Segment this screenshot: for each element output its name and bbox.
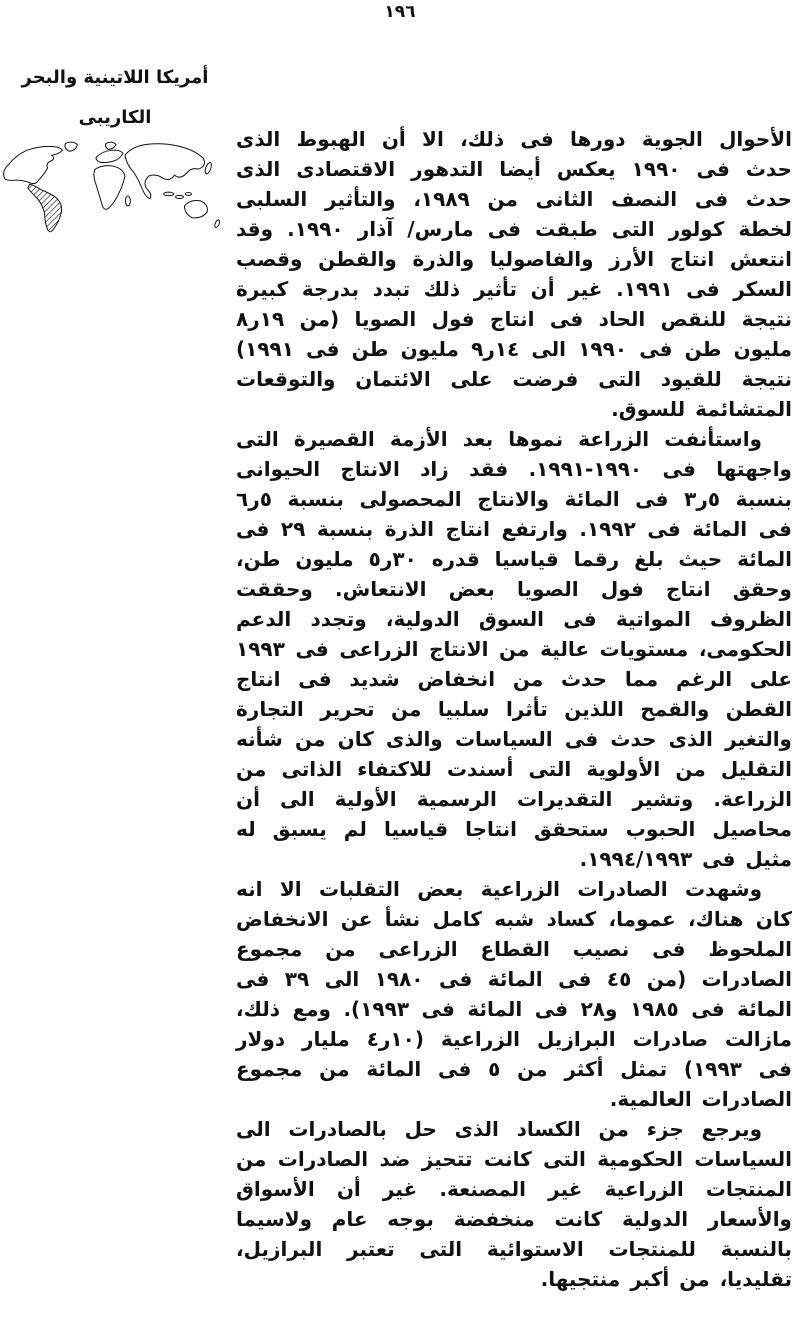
region-heading	[6, 58, 224, 138]
africa-outline	[94, 166, 125, 210]
latin-america-highlighted-region	[28, 184, 62, 232]
europe-outline	[96, 150, 123, 162]
scandinavia-outline	[105, 142, 116, 149]
region-heading-line1: أمريكا اللاتينية والبحر	[21, 67, 209, 88]
paragraph-3: وشهدت الصادرات الزراعية بعض التقلبات الا انه كان هناك، عموما، كساد شبه كامل نشأ عن الانخفاض الملحوظ فى نصيب القطاع الزراعى من مجموع الصادرات (من ٤٥ فى المائة فى ١٩٨٠ الى ٣٩ فى المائة فى ١٩٨٥ و٢٨ فى المائة فى ١٩٩٣). ومع ذلك، مازالت صادرات البرازيل الزراعية (١٠ر٤ مليار دولار فى ١٩٩٣) تمثل أكثر من ٥ فى المائة من مجموع الصادرات العالمية.	[236, 877, 793, 1111]
world-map	[0, 138, 238, 238]
indonesia-island-1	[164, 192, 174, 196]
paragraph-1: الأحوال الجوية دورها فى ذلك، الا أن الهبوط الذى حدث فى ١٩٩٠ يعكس أيضا التدهور الاقتصادى الذى حدث فى النصف الثانى من ١٩٨٩، والتأثير السلبى لخطة كولور التى طبقت فى مارس/ آذار ١٩٩٠. وقد انتعش انتاج الأرز والفاصوليا والذرة والقطن وقصب السكر فى ١٩٩١. غير أن تأثير ذلك تبدد بدرجة كبيرة نتيجة للنقص الحاد فى انتاج فول الصويا (من ١٩ر٨ مليون طن فى ١٩٩٠ الى ١٤ر٩ مليون طن فى ١٩٩١) نتيجة للقيود التى فرضت على الائتمان والتوقعات المتشائمة للسوق.	[236, 127, 793, 421]
madagascar-outline	[125, 196, 130, 206]
page-number: ١٩٦	[384, 2, 416, 22]
world-map-image	[0, 138, 238, 238]
asia-outline	[125, 144, 205, 199]
paragraph-2: واستأنفت الزراعة نموها بعد الأزمة القصيرة التى واجهتها فى ١٩٩٠-١٩٩١. فقد زاد الانتاج الحيوانى بنسبة ٥ر٣ فى المائة والانتاج المحصولى بنسبة ٥ر٦ فى المائة فى ١٩٩٢. وارتفع انتاج الذرة بنسبة ٢٩ فى المائة حيث بلغ رقما قياسيا قدره ٣٠ر٥ مليون طن، وحقق انتاج فول الصويا بعض الانتعاش. وحققت الظروف المواتية فى السوق الدولية، وتجدد الدعم الحكومى، مستويات عالية من الانتاج الزراعى فى ١٩٩٣ على الرغم مما حدث من انخفاض شديد فى انتاج القطن والقمح اللذين تأثرا سلبيا من تحرير التجارة والتغير الذى حدث فى السياسات والذى كان من شأنه التقليل من الأولوية التى أسندت للاكتفاء الذاتى من الزراعة. وتشير التقديرات الرسمية الأولية الى أن محاصيل الحبوب ستحقق انتاجا قياسيا لم يسبق له مثيل فى ١٩٩٤/١٩٩٣.	[236, 427, 793, 871]
paragraph-4: ويرجع جزء من الكساد الذى حل بالصادرات الى السياسات الحكومية التى كانت تتحيز ضد الصادرات من المنتجات الزراعية غير المصنعة. غير أن الأسواق والأسعار الدولية كانت منخفضة بوجه عام ولاسيما بالنسبة للمنتجات الاستوائية التى تعتبر البرازيل، تقليديا، من أكبر منتجيها.	[236, 1117, 792, 1291]
new-zealand-outline	[214, 219, 221, 228]
australia-outline	[184, 200, 207, 217]
japan-outline	[204, 162, 213, 175]
indonesia-island-2	[176, 195, 184, 198]
region-heading-line2: الكاريبى	[78, 107, 152, 128]
indonesia-island-3	[185, 193, 191, 196]
body-text	[236, 124, 792, 1294]
greenland-outline	[65, 142, 77, 151]
north-america-outline	[4, 146, 63, 183]
